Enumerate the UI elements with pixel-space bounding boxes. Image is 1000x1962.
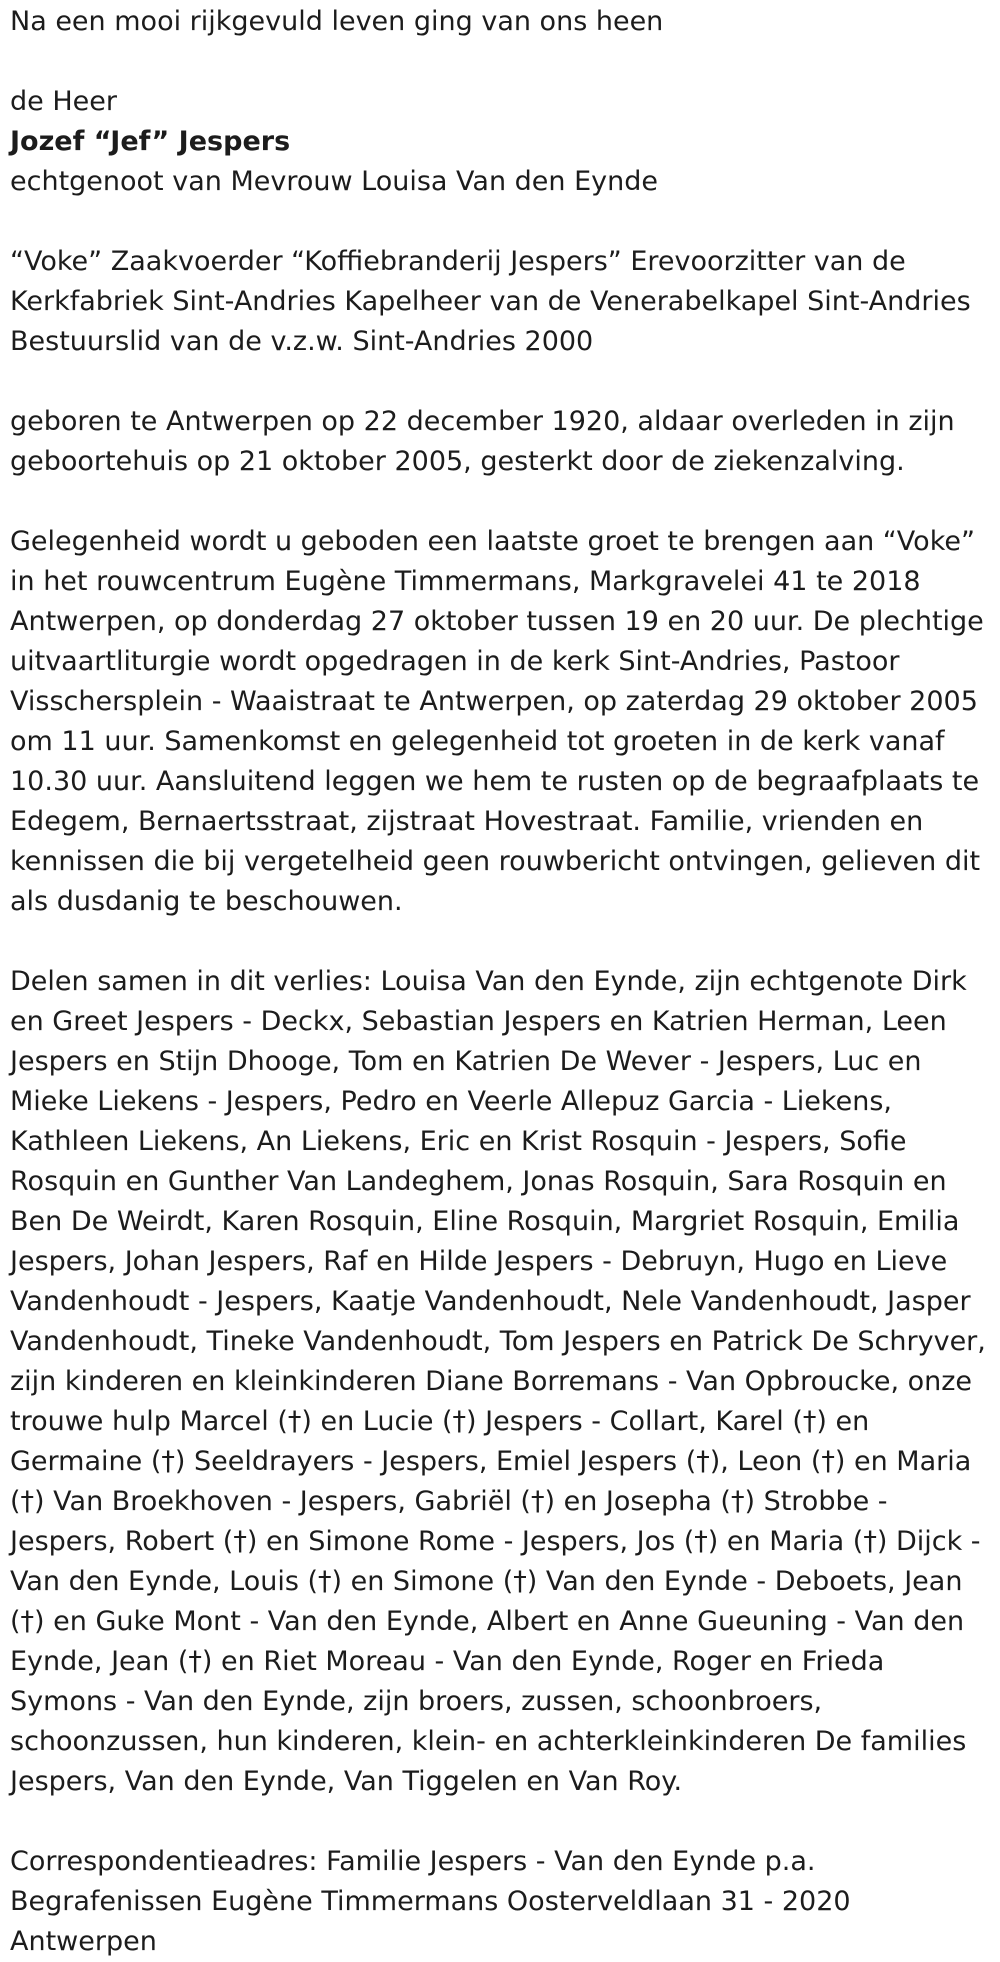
- birth-death-paragraph: geboren te Antwerpen op 22 december 1920, aldaar overleden in zijn geboortehuis op 21 oktober 2005, gesterkt door de ziekenzalving.: [10, 406, 955, 477]
- title-prefix: de Heer: [10, 86, 117, 117]
- spacer: [10, 482, 992, 522]
- spacer: [10, 42, 992, 82]
- spouse-line: echtgenoot van Mevrouw Louisa Van den Eynde: [10, 166, 658, 197]
- spacer: [10, 362, 992, 402]
- deceased-name: Jozef “Jef” Jespers: [10, 126, 291, 157]
- spacer: [10, 1802, 992, 1842]
- correspondence-paragraph: Correspondentieadres: Familie Jespers - Van den Eynde p.a. Begrafenissen Eugène Timmermans Oosterveldlaan 31 - 2020 Antwerpen: [10, 1846, 851, 1957]
- intro-line: Na een mooi rijkgevuld leven ging van ons heen: [10, 6, 664, 37]
- functions-paragraph: “Voke” Zaakvoerder “Koffiebranderij Jespers” Erevoorzitter van de Kerkfabriek Sint-Andries Kapelheer van de Venerabelkapel Sint-Andries Bestuurslid van de v.z.w. Sint-Andries 2000: [10, 246, 971, 357]
- mourners-paragraph: Delen samen in dit verlies: Louisa Van den Eynde, zijn echtgenote Dirk en Greet Jespers - Deckx, Sebastian Jespers en Katrien Herman, Leen Jespers en Stijn Dhooge, Tom en Katrien De Wever - Jespers, Luc en Mieke Liekens - Jespers, Pedro en Veerle Allepuz Garcia - Liekens, Kathleen Liekens, An Liekens, Eric en Krist Rosquin - Jespers, Sofie Rosquin en Gunther Van Landeghem, Jonas Rosquin, Sara Rosquin en Ben De Weirdt, Karen Rosquin, Eline Rosquin, Margriet Rosquin, Emilia Jespers, Johan Jespers, Raf en Hilde Jespers - Debruyn, Hugo en Lieve Vandenhoudt - Jespers, Kaatje Vandenhoudt, Nele Vandenhoudt, Jasper Vandenhoudt, Tineke Vandenhoudt, Tom Jespers en Patrick De Schryver, zijn kinderen en kleinkinderen Diane Borremans - Van Opbroucke, onze trouwe hulp Marcel (†) en Lucie (†) Jespers - Collart, Karel (†) en Germaine (†) Seeldrayers - Jespers, Emiel Jespers (†), Leon (†) en Maria (†) Van Broekhoven - Jespers, Gabriël (†) en Josepha (†) Strobbe - Jespers, Robert (†) en Simone Rome - Jespers, Jos (†) en Maria (†) Dijck - Van den Eynde, Louis (†) en Simone (†) Van den Eynde - Deboets, Jean (†) en Guke Mont - Van den Eynde, Albert en Anne Gueuning - Van den Eynde, Jean (†) en Riet Moreau - Van den Eynde, Roger en Frieda Symons - Van den Eynde, zijn broers, zussen, schoonbroers, schoonzussen, hun kinderen, klein- en achterkleinkinderen De families Jespers, Van den Eynde, Van Tiggelen en Van Roy.: [10, 966, 986, 1797]
- obituary-document: [10, 2, 992, 1962]
- spacer: [10, 922, 992, 962]
- spacer: [10, 202, 992, 242]
- ceremony-paragraph: Gelegenheid wordt u geboden een laatste groet te brengen aan “Voke” in het rouwcentrum Eugène Timmermans, Markgravelei 41 te 2018 Antwerpen, op donderdag 27 oktober tussen 19 en 20 uur. De plechtige uitvaartliturgie wordt opgedragen in de kerk Sint-Andries, Pastoor Visschersplein - Waaistraat te Antwerpen, op zaterdag 29 oktober 2005 om 11 uur. Samenkomst en gelegenheid tot groeten in de kerk vanaf 10.30 uur. Aansluitend leggen we hem te rusten op de begraafplaats te Edegem, Bernaertsstraat, zijstraat Hovestraat. Familie, vrienden en kennissen die bij vergetelheid geen rouwbericht ontvingen, gelieven dit als dusdanig te beschouwen.: [10, 526, 984, 917]
